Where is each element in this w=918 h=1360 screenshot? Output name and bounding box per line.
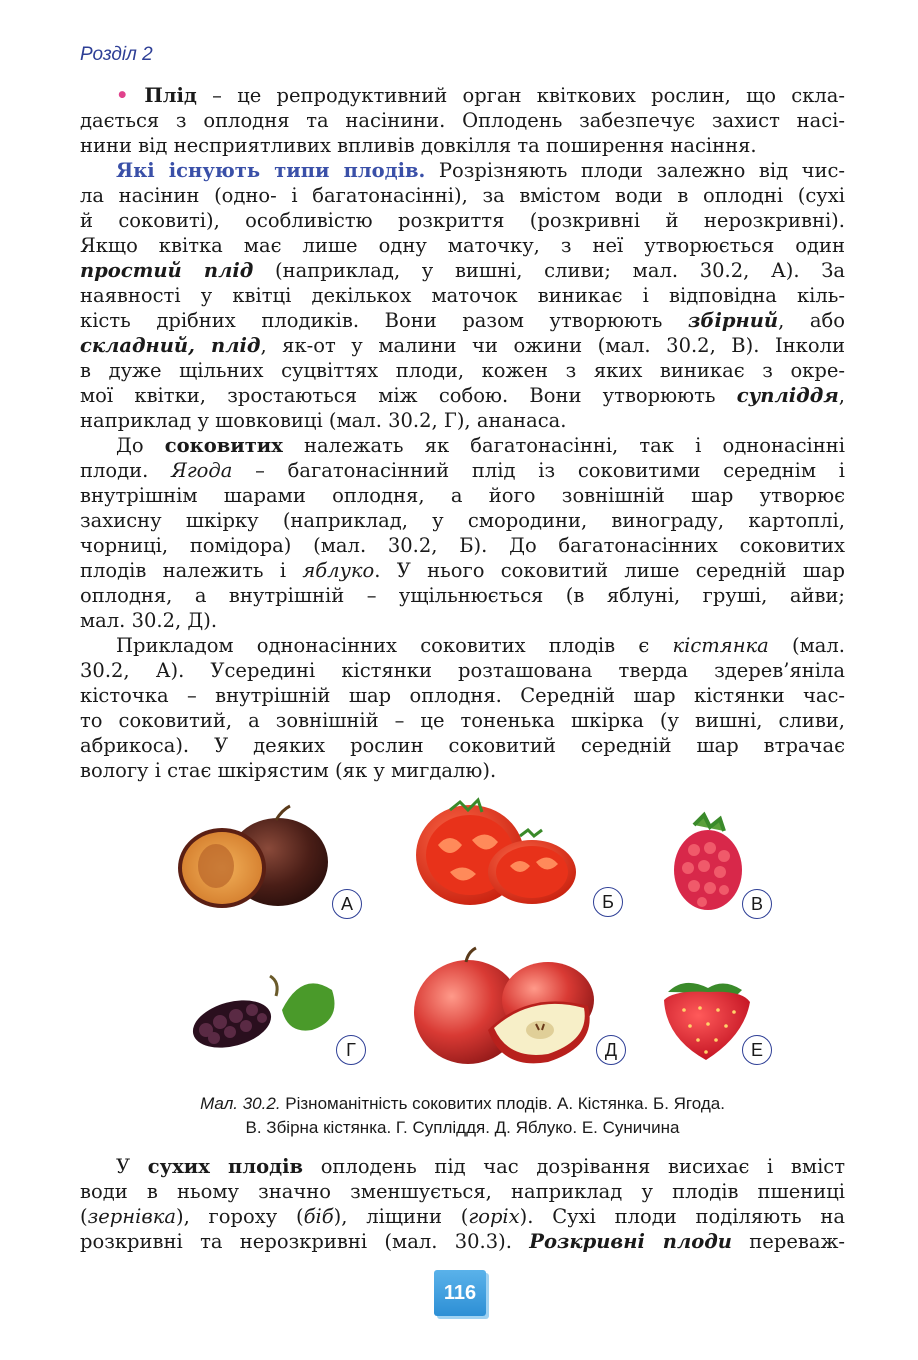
mulberry-image	[188, 976, 335, 1056]
text-run: нини від несприятливих впливів довкілля та поширення насіння.	[80, 134, 757, 157]
section-label: Розділ 2	[80, 44, 153, 65]
text-run: переваж-	[731, 1230, 845, 1253]
text-run: У	[116, 1155, 148, 1178]
text-line	[80, 158, 845, 183]
text-run: зернівка	[87, 1205, 176, 1228]
text-run: належать як багатонасінні, так і однонасінні	[282, 434, 845, 457]
text-run: захисну шкірку (наприклад, у смородини, винограду, картоплі,	[80, 509, 845, 532]
text-run: плодів належить і	[80, 559, 303, 582]
apple-image	[414, 948, 594, 1064]
label-g: Г	[336, 1035, 366, 1065]
caption-label: Мал. 30.2.	[200, 1094, 281, 1113]
text-run: чорниці, помідора) (мал. 30.2, Б). До багатонасінних соковитих	[80, 534, 845, 557]
text-line	[80, 433, 845, 458]
text-run: Ягода	[171, 459, 233, 482]
text-run: яблуко	[302, 559, 375, 582]
text-run: ). Сухі плоди поділяють на	[519, 1205, 846, 1228]
text-line	[80, 683, 845, 708]
text-line	[80, 208, 845, 233]
text-run: – це репродуктивний орган квіткових рослин, що скла-	[196, 84, 845, 107]
text-run: простий плід	[80, 259, 254, 282]
raspberry-image	[674, 815, 742, 910]
text-run: кісточка – внутрішній шар оплодня. Середній шар кістянки час-	[80, 684, 845, 707]
text-run: води в ньому значно зменшується, наприклад у плодів пшениці	[80, 1180, 845, 1203]
text-run: біб	[303, 1205, 334, 1228]
text-run: вологу і стає шкірястим (як у мигдалю).	[80, 759, 497, 782]
text-run: ), гороху (	[175, 1205, 304, 1228]
text-line	[80, 358, 845, 383]
text-line	[80, 183, 845, 208]
text-line	[80, 483, 845, 508]
text-run: Якщо квітка має лише одну маточку, з неї утворюється один	[80, 234, 845, 257]
text-line	[80, 133, 845, 158]
text-line	[80, 608, 845, 633]
text-line	[80, 108, 845, 133]
text-run: , як-от у малини чи ожини (мал. 30.2, В). Інколи	[260, 334, 845, 357]
text-line	[80, 633, 845, 658]
label-d: Д	[596, 1035, 626, 1065]
plum-image	[178, 806, 328, 908]
text-run: оплодня, а внутрішній – ущільнюється (в яблуні, груші, айви;	[80, 584, 845, 607]
text-line	[80, 283, 845, 308]
text-line	[80, 1179, 845, 1204]
text-line	[80, 533, 845, 558]
text-line	[80, 658, 845, 683]
text-run: До	[116, 434, 165, 457]
text-run: мал. 30.2, Д).	[80, 609, 218, 632]
text-run: розкривні та нерозкривні (мал. 30.3).	[80, 1230, 530, 1253]
text-run: кістянка	[672, 634, 769, 657]
caption-line-1: Різноманітність соковитих плодів. А. Кістянка. Б. Ягода.	[280, 1094, 725, 1113]
text-line	[80, 408, 845, 433]
text-line	[80, 458, 845, 483]
text-line	[80, 233, 845, 258]
text-run: . У нього соковитий лише середній шар	[374, 559, 845, 582]
text-line	[80, 258, 845, 283]
text-run: мої квітки, зростаються між собою. Вони утворюють	[80, 384, 737, 407]
text-run: дається з оплодня та насінини. Оплодень забезпечує захист насі-	[80, 109, 845, 132]
text-run: ,	[838, 384, 845, 407]
text-line	[80, 308, 845, 333]
text-run: внутрішнім шарами оплодня, а його зовнішній шар утворює	[80, 484, 845, 507]
caption-line-2: В. Збірна кістянка. Г. Супліддя. Д. Яблуко. Е. Суничина	[245, 1118, 680, 1137]
text-run: то соковитий, а зовнішній – це тоненька шкірка (у вишні, сливи,	[80, 709, 845, 732]
page-number: 116	[434, 1270, 486, 1316]
text-run: кість дрібних плодиків. Вони разом утворюють	[80, 309, 688, 332]
text-run: •	[116, 84, 145, 107]
text-run: ), ліщини (	[333, 1205, 469, 1228]
text-run: оплодень під час дозрівання висихає і вміст	[303, 1155, 846, 1178]
text-line	[80, 333, 845, 358]
text-run: (	[80, 1205, 88, 1228]
text-run: наявності у квітці декількох маточок виникає і відповідна кіль-	[80, 284, 845, 307]
text-line	[80, 708, 845, 733]
text-run: Прикладом однонасінних соковитих плодів є	[116, 634, 673, 657]
text-line	[80, 1204, 845, 1229]
label-v: В	[742, 889, 772, 919]
text-run: ла насінин (одно- і багатонасінні), за вмістом води в оплодні (сухі	[80, 184, 845, 207]
figure-caption	[80, 1092, 845, 1140]
main-text-top	[80, 83, 845, 783]
text-run: Які існують типи плодів.	[116, 159, 426, 182]
text-line	[80, 733, 845, 758]
text-line	[80, 83, 845, 108]
text-run: наприклад у шовковиці (мал. 30.2, Г), ананаса.	[80, 409, 567, 432]
text-run: горіх	[468, 1205, 520, 1228]
text-line	[80, 1154, 845, 1179]
text-run: 30.2, А). Усередині кістянки розташована тверда здерев’яніла	[80, 659, 845, 682]
text-line	[80, 383, 845, 408]
text-line	[80, 758, 845, 783]
strawberry-image	[664, 983, 750, 1060]
text-run: абрикоса). У деяких рослин соковитий середній шар втрачає	[80, 734, 845, 757]
text-line	[80, 1229, 845, 1254]
text-run: Розкривні плоди	[529, 1230, 732, 1253]
text-run: збірний	[687, 309, 779, 332]
text-run: в дуже щільних суцвіттях плоди, кожен з яких виникає з окре-	[80, 359, 845, 382]
text-line	[80, 508, 845, 533]
text-run: плоди.	[80, 459, 172, 482]
label-b: Б	[593, 887, 623, 917]
text-run: складний, плід	[80, 334, 261, 357]
text-run: (наприклад, у вишні, сливи; мал. 30.2, А). За	[253, 259, 846, 282]
text-run: Розрізняють плоди залежно від чис-	[425, 159, 845, 182]
text-line	[80, 583, 845, 608]
text-run: Плід	[144, 84, 197, 107]
text-run: супліддя	[736, 384, 839, 407]
label-e: Е	[742, 1035, 772, 1065]
text-run: сухих плодів	[147, 1155, 304, 1178]
text-run: й соковиті), особливістю розкриття (розкривні й нерозкривні).	[80, 209, 845, 232]
main-text-bottom	[80, 1154, 845, 1254]
text-run: – багатонасінний плід із соковитими середнім і	[232, 459, 845, 482]
text-line	[80, 558, 845, 583]
text-run: (мал.	[768, 634, 846, 657]
text-run: , або	[778, 309, 845, 332]
label-a: А	[332, 889, 362, 919]
text-run: соковитих	[164, 434, 283, 457]
tomato-image	[416, 800, 576, 905]
